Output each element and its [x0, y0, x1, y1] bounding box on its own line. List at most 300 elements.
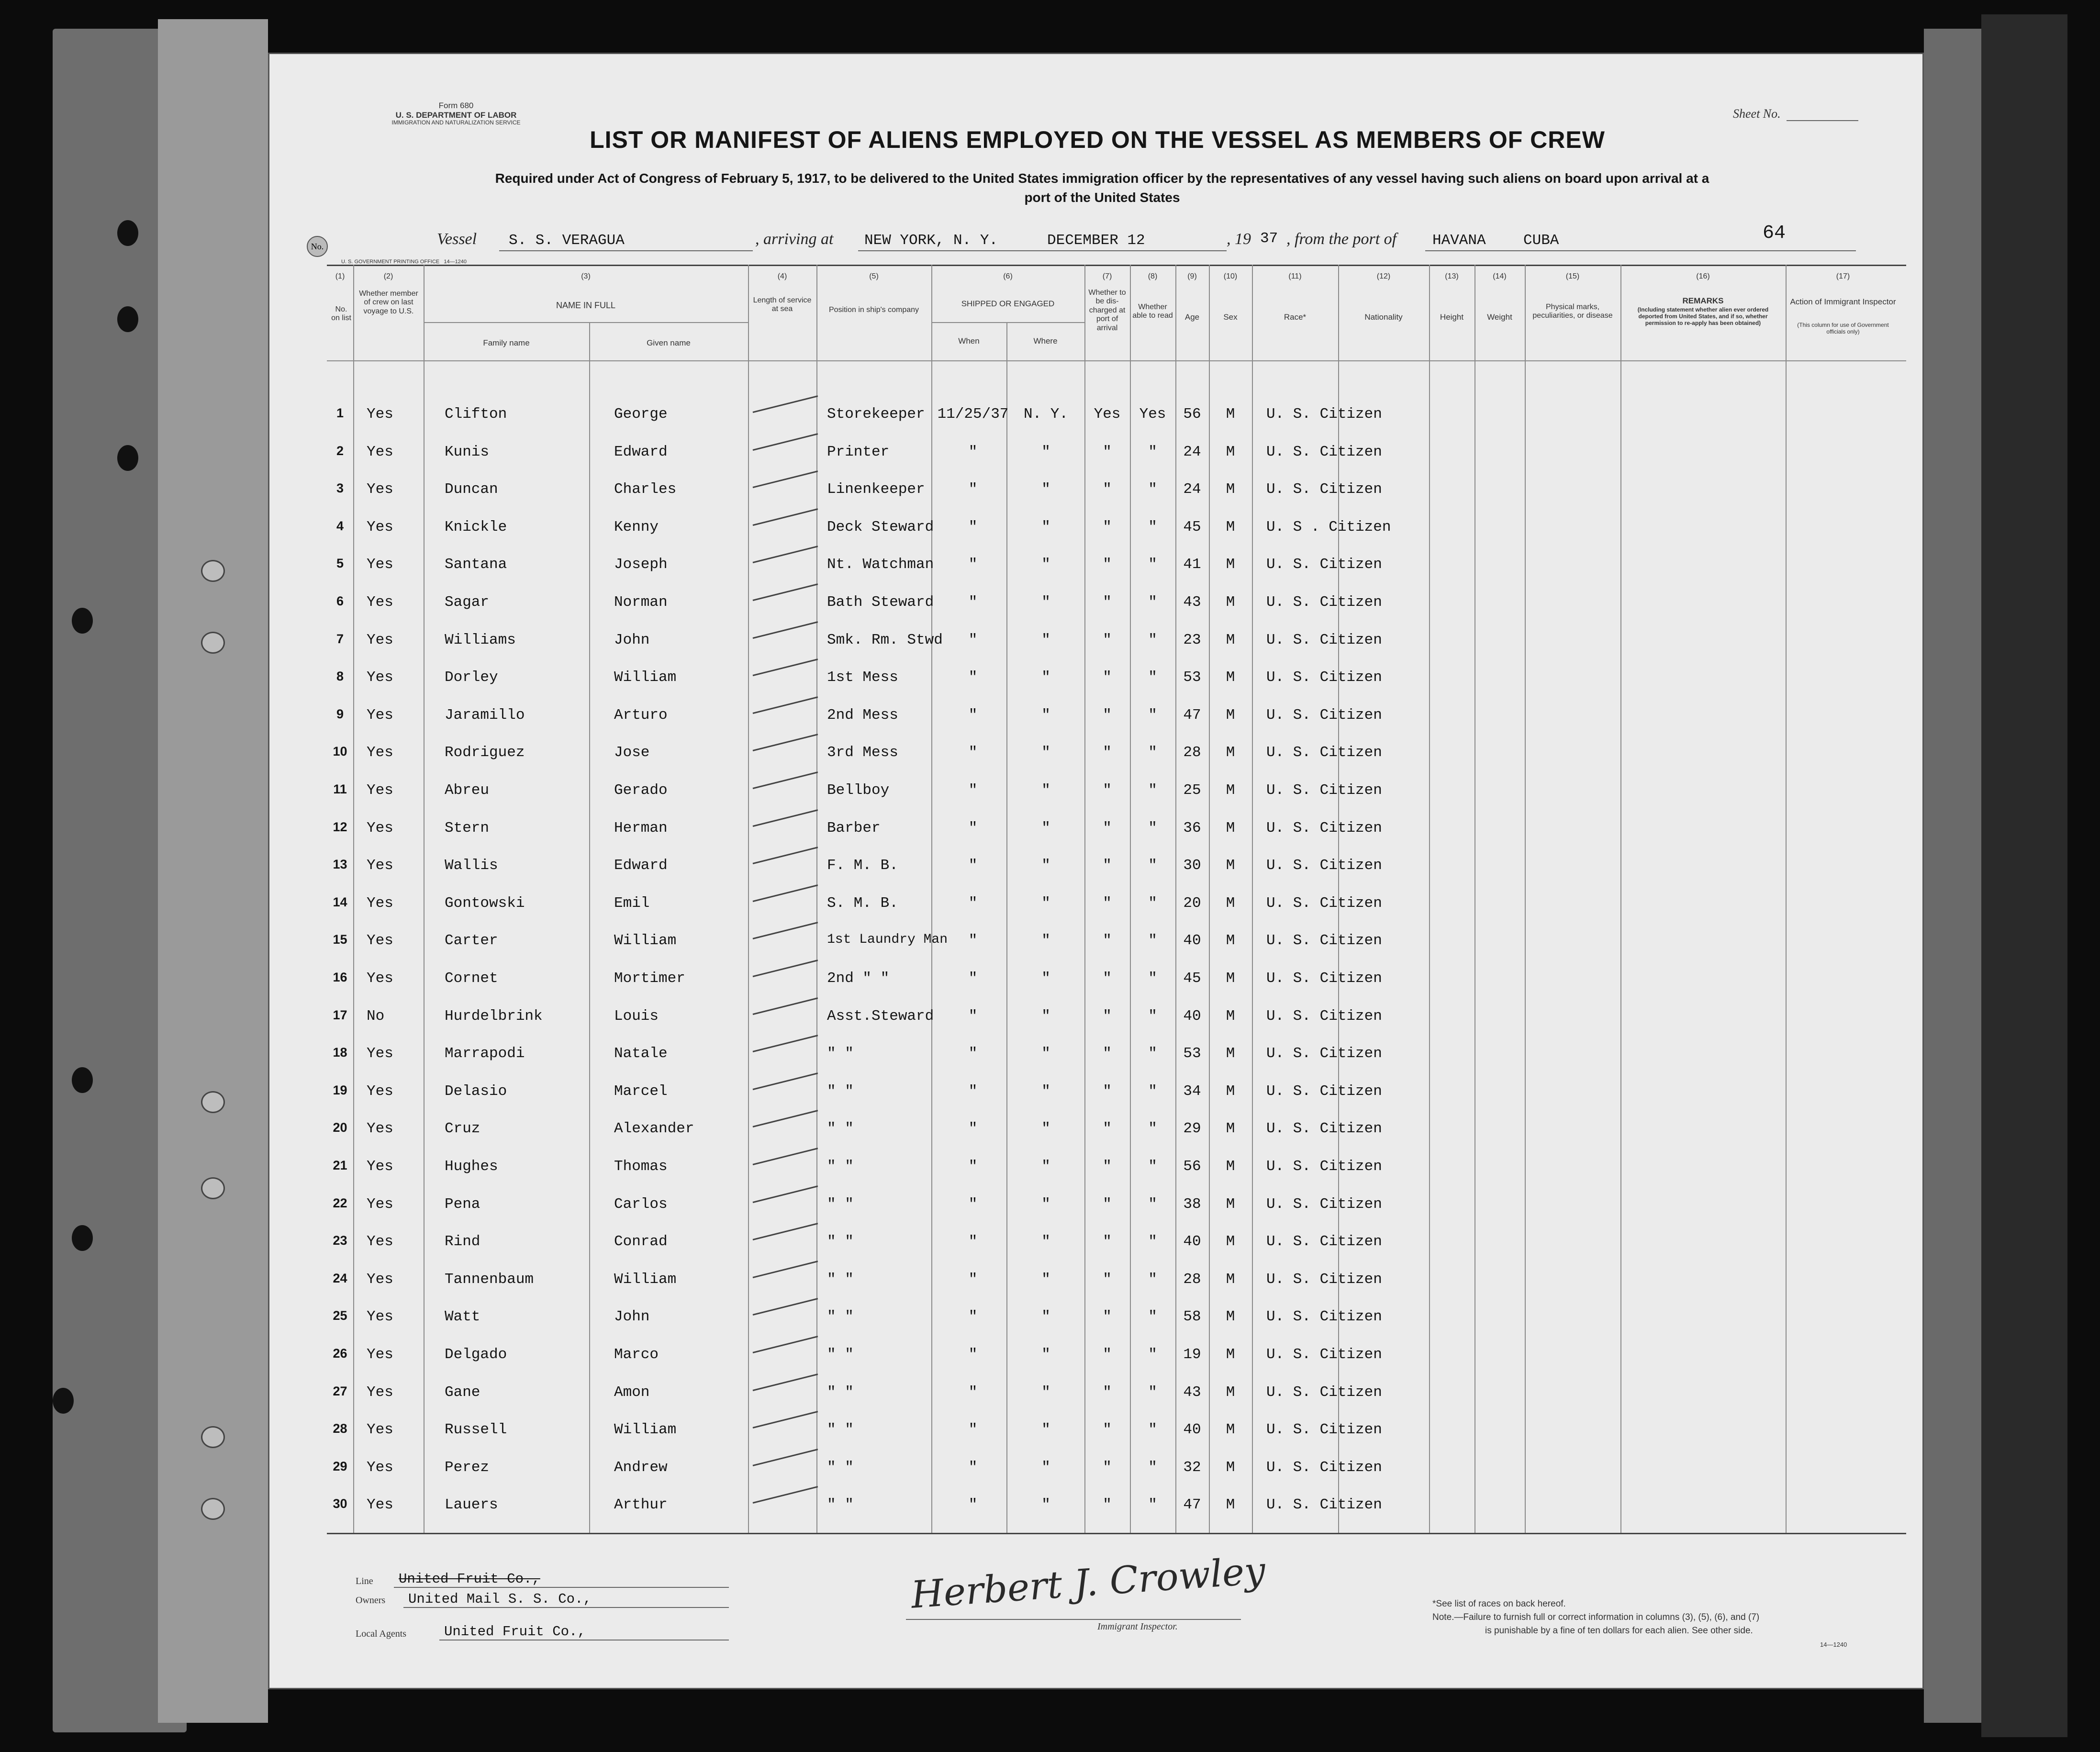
ship-position: Linenkeeper: [827, 481, 925, 498]
sex: M: [1226, 894, 1235, 912]
member-last-voyage: Yes: [367, 481, 393, 498]
engaged-when: 11/25/37: [937, 406, 1009, 423]
subtitle-line-2: port of the United States: [1024, 190, 1180, 205]
discharged-at-port: ": [1103, 481, 1112, 498]
sex: M: [1226, 556, 1235, 573]
able-to-read: ": [1148, 556, 1157, 573]
engaged-when: ": [968, 669, 978, 686]
engaged-when: ": [968, 1421, 978, 1439]
engaged-when: ": [968, 932, 978, 949]
signature-underline: [906, 1619, 1241, 1620]
owners-company: United Mail S. S. Co.,: [408, 1591, 592, 1607]
row-number: 1: [336, 406, 344, 420]
length-of-service-checkmark: [753, 960, 818, 977]
header-sex: Sex: [1223, 312, 1238, 322]
able-to-read: ": [1148, 744, 1157, 761]
engaged-where: ": [1041, 1421, 1050, 1439]
binder-ring: [201, 1091, 225, 1113]
row-number: 11: [333, 782, 347, 796]
footer-form-code: 14—1240: [1820, 1641, 1847, 1648]
race-nationality: U. S. Citizen: [1266, 1421, 1382, 1439]
binder-hole: [72, 1067, 93, 1093]
engaged-when: ": [968, 1233, 978, 1250]
line-underline: [394, 1587, 729, 1588]
discharged-at-port: ": [1103, 970, 1112, 987]
line-label: Line: [356, 1576, 373, 1586]
able-to-read: ": [1148, 1195, 1157, 1213]
sex: M: [1226, 1496, 1235, 1514]
arriving-label: , arriving at: [755, 230, 834, 248]
race-nationality: U. S. Citizen: [1266, 594, 1382, 611]
given-name: Louis: [614, 1007, 659, 1025]
col-rule: [1429, 265, 1430, 1533]
able-to-read: ": [1148, 894, 1157, 912]
discharged-at-port: ": [1103, 932, 1112, 949]
given-name: Jose: [614, 744, 650, 761]
family-name: Gane: [445, 1384, 480, 1401]
arrival-date-underline: [1016, 250, 1227, 251]
able-to-read: ": [1148, 706, 1157, 724]
discharged-at-port: ": [1103, 669, 1112, 686]
family-name: Hughes: [445, 1158, 498, 1175]
binder-page-edge: [158, 19, 268, 1723]
arrival-date: DECEMBER 12: [1047, 232, 1145, 249]
age: 28: [1183, 744, 1201, 761]
row-number: 15: [333, 932, 347, 947]
length-of-service-checkmark: [753, 1373, 818, 1391]
row-number: 5: [336, 556, 344, 571]
engaged-when: ": [968, 1195, 978, 1213]
sheet-number-line: [1787, 120, 1858, 121]
sex: M: [1226, 481, 1235, 498]
length-of-service-checkmark: [753, 508, 818, 526]
sex: M: [1226, 518, 1235, 536]
age: 23: [1183, 631, 1201, 648]
engaged-when: ": [968, 1459, 978, 1476]
col-number: (7): [1102, 272, 1112, 280]
given-name: Marco: [614, 1346, 659, 1363]
engaged-where: ": [1041, 1120, 1050, 1138]
header-name-in-full: NAME IN FULL: [556, 301, 616, 310]
engaged-where: ": [1041, 857, 1050, 874]
engaged-when: ": [968, 894, 978, 912]
discharged-at-port: ": [1103, 594, 1112, 611]
able-to-read: ": [1148, 1045, 1157, 1062]
binder-hole: [117, 220, 138, 246]
sex: M: [1226, 706, 1235, 724]
age: 36: [1183, 819, 1201, 837]
ship-position: Smk. Rm. Stwd: [827, 631, 943, 648]
engaged-where: ": [1041, 1082, 1050, 1100]
row-number: 19: [333, 1082, 347, 1097]
header-position: Position in ship's company: [828, 306, 919, 314]
printing-office-text: U. S. GOVERNMENT PRINTING OFFICE: [341, 259, 440, 265]
discharged-at-port: ": [1103, 819, 1112, 837]
given-name: Amon: [614, 1384, 650, 1401]
ship-position: 1st Mess: [827, 669, 898, 686]
discharged-at-port: ": [1103, 1346, 1112, 1363]
ship-position: " ": [827, 1120, 854, 1138]
member-last-voyage: Yes: [367, 744, 393, 761]
able-to-read: ": [1148, 857, 1157, 874]
engaged-when: ": [968, 1158, 978, 1175]
owners-underline: [403, 1607, 729, 1608]
vessel-underline: [499, 250, 753, 251]
discharged-at-port: ": [1103, 782, 1112, 799]
given-name: William: [614, 932, 677, 949]
ship-position: " ": [827, 1459, 854, 1476]
col-number: (1): [335, 272, 345, 280]
able-to-read: ": [1148, 631, 1157, 648]
age: 45: [1183, 970, 1201, 987]
page-title: LIST OR MANIFEST OF ALIENS EMPLOYED ON THE VESSEL AS MEMBERS OF CREW: [590, 126, 1605, 153]
age: 24: [1183, 443, 1201, 460]
header-able-read: Whether able to read: [1132, 303, 1173, 320]
row-number: 27: [333, 1384, 347, 1398]
length-of-service-checkmark: [753, 884, 818, 902]
length-of-service-checkmark: [753, 658, 818, 676]
engaged-when: ": [968, 481, 978, 498]
race-nationality: U. S. Citizen: [1266, 819, 1382, 837]
col-number: (14): [1493, 272, 1507, 280]
engaged-where: ": [1041, 706, 1050, 724]
binder-ring: [201, 632, 225, 654]
col-number: (13): [1445, 272, 1459, 280]
engaged-when: ": [968, 1496, 978, 1514]
age: 30: [1183, 857, 1201, 874]
sex: M: [1226, 1308, 1235, 1326]
member-last-voyage: Yes: [367, 669, 393, 686]
ship-position: 2nd Mess: [827, 706, 898, 724]
race-nationality: U. S. Citizen: [1266, 631, 1382, 648]
col-rule: [1620, 265, 1621, 1533]
row-number: 9: [336, 706, 344, 721]
ship-position: Barber: [827, 819, 881, 837]
able-to-read: ": [1148, 782, 1157, 799]
col-number: (3): [581, 272, 591, 280]
ship-position: 3rd Mess: [827, 744, 898, 761]
able-to-read: ": [1148, 1346, 1157, 1363]
family-name: Abreu: [445, 782, 490, 799]
race-nationality: U. S. Citizen: [1266, 1271, 1382, 1288]
family-name: Rind: [445, 1233, 480, 1250]
race-nationality: U. S . Citizen: [1266, 518, 1391, 536]
engaged-where: ": [1041, 1045, 1050, 1062]
discharged-at-port: ": [1103, 1271, 1112, 1288]
col-number: (6): [1003, 272, 1013, 280]
given-name: Alexander: [614, 1120, 694, 1138]
family-name: Carter: [445, 932, 498, 949]
able-to-read: Yes: [1139, 406, 1166, 423]
age: 40: [1183, 932, 1201, 949]
family-name: Knickle: [445, 518, 507, 536]
sex: M: [1226, 744, 1235, 761]
sex: M: [1226, 1007, 1235, 1025]
sex: M: [1226, 1459, 1235, 1476]
col-number: (8): [1148, 272, 1158, 280]
vessel-name: S. S. VERAGUA: [509, 232, 625, 249]
member-last-voyage: Yes: [367, 706, 393, 724]
ship-position: Printer: [827, 443, 890, 460]
agents-label: Local Agents: [356, 1629, 407, 1639]
row-number: 25: [333, 1308, 347, 1323]
given-name: Conrad: [614, 1233, 668, 1250]
given-name: Edward: [614, 857, 668, 874]
member-last-voyage: Yes: [367, 1045, 393, 1062]
ship-position: Storekeeper: [827, 406, 925, 423]
header-remarks-sub: (Including statement whether alien ever ordered deported from United States, and if so, whether permission to re-apply has been obtained): [1637, 306, 1769, 326]
inspector-signature: Herbert J. Crowley: [909, 1549, 1267, 1617]
engaged-where: ": [1041, 782, 1050, 799]
engaged-when: ": [968, 594, 978, 611]
given-name: Arthur: [614, 1496, 668, 1514]
owners-label: Owners: [356, 1595, 386, 1606]
age: 19: [1183, 1346, 1201, 1363]
row-number: 2: [336, 443, 344, 458]
member-last-voyage: Yes: [367, 1459, 393, 1476]
member-last-voyage: Yes: [367, 406, 393, 423]
discharged-at-port: ": [1103, 744, 1112, 761]
sex: M: [1226, 857, 1235, 874]
length-of-service-checkmark: [753, 470, 818, 488]
engaged-where: ": [1041, 1308, 1050, 1326]
age: 40: [1183, 1421, 1201, 1439]
family-name: Delasio: [445, 1082, 507, 1100]
family-name: Lauers: [445, 1496, 498, 1514]
binder-hole: [72, 608, 93, 634]
race-nationality: U. S. Citizen: [1266, 932, 1382, 949]
engaged-where: ": [1041, 970, 1050, 987]
race-nationality: U. S. Citizen: [1266, 1459, 1382, 1476]
table-bottom-rule: [327, 1533, 1906, 1534]
sex: M: [1226, 1384, 1235, 1401]
length-of-service-checkmark: [753, 1223, 818, 1240]
vessel-label: Vessel: [437, 230, 477, 248]
given-name: George: [614, 406, 668, 423]
age: 41: [1183, 556, 1201, 573]
member-last-voyage: Yes: [367, 1308, 393, 1326]
length-of-service-checkmark: [753, 997, 818, 1015]
length-of-service-checkmark: [753, 1336, 818, 1353]
member-last-voyage: Yes: [367, 1384, 393, 1401]
discharged-at-port: ": [1103, 1007, 1112, 1025]
length-of-service-checkmark: [753, 546, 818, 564]
engaged-where: ": [1041, 669, 1050, 686]
discharged-at-port: ": [1103, 1082, 1112, 1100]
engaged-where: ": [1041, 1158, 1050, 1175]
race-nationality: U. S. Citizen: [1266, 443, 1382, 460]
discharged-at-port: ": [1103, 1120, 1112, 1138]
engaged-where: ": [1041, 1195, 1050, 1213]
race-nationality: U. S. Citizen: [1266, 669, 1382, 686]
able-to-read: ": [1148, 819, 1157, 837]
member-last-voyage: Yes: [367, 1271, 393, 1288]
discharged-at-port: ": [1103, 1233, 1112, 1250]
row-number: 6: [336, 594, 344, 608]
engaged-where: ": [1041, 932, 1050, 949]
race-nationality: U. S. Citizen: [1266, 1308, 1382, 1326]
engaged-when: ": [968, 782, 978, 799]
engaged-when: ": [968, 1346, 978, 1363]
age: 40: [1183, 1233, 1201, 1250]
age: 56: [1183, 406, 1201, 423]
discharged-at-port: ": [1103, 1308, 1112, 1326]
discharged-at-port: ": [1103, 443, 1112, 460]
ship-position: " ": [827, 1496, 854, 1514]
length-of-service-checkmark: [753, 1449, 818, 1466]
family-name: Wallis: [445, 857, 498, 874]
family-name: Sagar: [445, 594, 490, 611]
row-number: 17: [333, 1007, 347, 1022]
engaged-where: ": [1041, 1233, 1050, 1250]
discharged-at-port: ": [1103, 1195, 1112, 1213]
family-name: Clifton: [445, 406, 507, 423]
header-given-name: Given name: [647, 338, 691, 347]
departure-underline: [1425, 250, 1856, 251]
race-nationality: U. S. Citizen: [1266, 894, 1382, 912]
row-number: 12: [333, 819, 347, 834]
able-to-read: ": [1148, 1082, 1157, 1100]
race-nationality: U. S. Citizen: [1266, 406, 1382, 423]
sex: M: [1226, 1045, 1235, 1062]
able-to-read: ": [1148, 518, 1157, 536]
discharged-at-port: ": [1103, 1384, 1112, 1401]
engaged-where: ": [1041, 894, 1050, 912]
given-name: Thomas: [614, 1158, 668, 1175]
form-header-block: [384, 101, 528, 126]
binder-ring: [201, 560, 225, 582]
family-name: Jaramillo: [445, 706, 525, 724]
family-name: Delgado: [445, 1346, 507, 1363]
engaged-where: ": [1041, 1496, 1050, 1514]
engaged-where: N. Y.: [1023, 406, 1068, 423]
age: 38: [1183, 1195, 1201, 1213]
department-name: U. S. DEPARTMENT OF LABOR: [395, 110, 517, 120]
col-number: (12): [1376, 272, 1391, 280]
given-name: Natale: [614, 1045, 668, 1062]
row-number: 22: [333, 1195, 347, 1210]
given-name: Norman: [614, 594, 668, 611]
engaged-when: ": [968, 819, 978, 837]
member-last-voyage: Yes: [367, 1233, 393, 1250]
length-of-service-checkmark: [753, 1486, 818, 1504]
sex: M: [1226, 1195, 1235, 1213]
discharged-at-port: ": [1103, 1045, 1112, 1062]
engaged-where: ": [1041, 443, 1050, 460]
engaged-when: ": [968, 1308, 978, 1326]
subtitle-line-1: Required under Act of Congress of February 5, 1917, to be delivered to the United States immigration officer by the representatives of any vessel having such aliens on board upon arrival at a: [495, 171, 1709, 186]
length-of-service-checkmark: [753, 1072, 818, 1090]
header-weight: Weight: [1487, 312, 1512, 322]
sex: M: [1226, 1158, 1235, 1175]
col-rule: [816, 265, 817, 1533]
sex: M: [1226, 669, 1235, 686]
age: 43: [1183, 594, 1201, 611]
engaged-when: ": [968, 1045, 978, 1062]
age: 45: [1183, 518, 1201, 536]
engaged-when: ": [968, 518, 978, 536]
ship-position: Asst.Steward: [827, 1007, 934, 1025]
printing-code: 14—1240: [444, 259, 467, 265]
given-name: William: [614, 1421, 677, 1439]
member-last-voyage: Yes: [367, 1195, 393, 1213]
age: 53: [1183, 669, 1201, 686]
member-last-voyage: No: [367, 1007, 385, 1025]
arrival-port-underline: [858, 250, 1016, 251]
family-name: Duncan: [445, 481, 498, 498]
sex: M: [1226, 1346, 1235, 1363]
length-of-service-checkmark: [753, 696, 818, 714]
member-last-voyage: Yes: [367, 518, 393, 536]
age: 56: [1183, 1158, 1201, 1175]
given-name: Arturo: [614, 706, 668, 724]
table-top-rule: [327, 265, 1906, 266]
ship-position: " ": [827, 1195, 854, 1213]
departure-port: HAVANA: [1432, 232, 1486, 249]
ship-position: Bellboy: [827, 782, 890, 799]
row-number: 29: [333, 1459, 347, 1473]
member-last-voyage: Yes: [367, 1346, 393, 1363]
member-last-voyage: Yes: [367, 894, 393, 912]
binder-ring: [201, 1426, 225, 1448]
row-number: 20: [333, 1120, 347, 1135]
row-number: 7: [336, 631, 344, 646]
page-edge-far: [1981, 14, 2067, 1737]
engaged-where: ": [1041, 1384, 1050, 1401]
header-nationality: Nationality: [1364, 312, 1403, 322]
able-to-read: ": [1148, 443, 1157, 460]
ship-position: F. M. B.: [827, 857, 898, 874]
header-height: Height: [1440, 312, 1464, 322]
given-name: Herman: [614, 819, 668, 837]
shipped-header-rule: [931, 322, 1084, 323]
member-last-voyage: Yes: [367, 443, 393, 460]
row-number: 8: [336, 669, 344, 684]
ship-position: Deck Steward: [827, 518, 934, 536]
family-name: Gontowski: [445, 894, 525, 912]
family-name: Santana: [445, 556, 507, 573]
given-name: William: [614, 1271, 677, 1288]
col-rule: [589, 322, 590, 1533]
engaged-where: ": [1041, 819, 1050, 837]
sheet-number: 64: [1763, 223, 1786, 244]
discharged-at-port: ": [1103, 518, 1112, 536]
able-to-read: ": [1148, 1233, 1157, 1250]
family-name: Williams: [445, 631, 516, 648]
col-rule: [1525, 265, 1526, 1533]
given-name: Emil: [614, 894, 650, 912]
binder-hole: [53, 1388, 74, 1414]
length-of-service-checkmark: [753, 1035, 818, 1052]
ship-position: " ": [827, 1158, 854, 1175]
row-number: 23: [333, 1233, 347, 1248]
manifest-page: [268, 53, 1924, 1689]
discharged-at-port: ": [1103, 631, 1112, 648]
family-name: Rodriguez: [445, 744, 525, 761]
header-age: Age: [1184, 312, 1200, 322]
age: 43: [1183, 1384, 1201, 1401]
length-of-service-checkmark: [753, 1261, 818, 1278]
binder-hole: [117, 445, 138, 471]
family-name: Russell: [445, 1421, 507, 1439]
length-of-service-checkmark: [753, 1298, 818, 1316]
discharged-at-port: ": [1103, 1158, 1112, 1175]
row-number: 13: [333, 857, 347, 872]
ship-position: 2nd " ": [827, 970, 890, 987]
no-mark: No.: [307, 236, 328, 257]
member-last-voyage: Yes: [367, 556, 393, 573]
given-name: John: [614, 631, 650, 648]
